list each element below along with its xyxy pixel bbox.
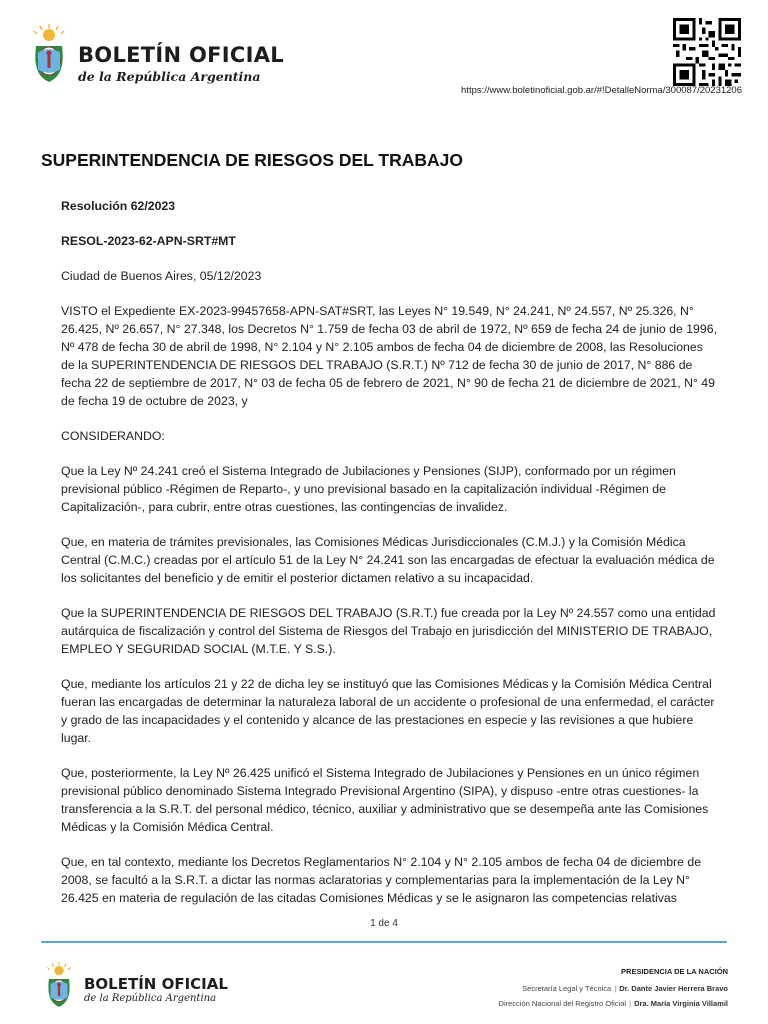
paragraph: Que, mediante los artículos 21 y 22 de dicha ley se instituyó que las Comisiones Médicas y la Comisión Médica Central fueran las encargadas de determinar la naturaleza laboral de un accidente o profesional de una enfermedad, el carácter y grado de las incapacidades y el contenido y alcance de las prestaciones en especie y las revisiones a que hubiere lugar.	[61, 677, 715, 745]
credit-name: Dr. Dante Javier Herrera Bravo	[619, 984, 728, 993]
document-url: https://www.boletinoficial.gob.ar/#!DetalleNorma/300087/20231206	[461, 85, 742, 96]
brand-title: BOLETÍN OFICIAL	[78, 43, 284, 67]
brand	[78, 44, 284, 84]
credit-role: Secretaría Legal y Técnica	[522, 984, 612, 993]
page-number: 1 de 4	[370, 918, 398, 929]
organism-title: SUPERINTENDENCIA DE RIESGOS DEL TRABAJO	[41, 150, 463, 170]
footer-credit-line-1: Secretaría Legal y Técnica | Dr. Dante Javier Herrera Bravo	[522, 984, 728, 993]
argentina-coat-of-arms-icon	[26, 24, 72, 86]
footer-divider	[41, 941, 727, 943]
brand-subtitle: de la República Argentina	[78, 69, 261, 84]
paragraph: Que la SUPERINTENDENCIA DE RIESGOS DEL TRABAJO (S.R.T.) fue creada por la Ley Nº 24.557 como una entidad autárquica de fiscalización y control del Sistema de Riesgos del Trabajo en jurisdicción del MINISTERIO DE TRABAJO, EMPLEO Y SEGURIDAD SOCIAL (M.T.E. Y S.S.).	[61, 606, 716, 656]
qr-code-icon	[673, 18, 741, 86]
footer-credits	[499, 964, 728, 1011]
paragraph-considerando: CONSIDERANDO:	[61, 429, 165, 443]
document-body	[41, 150, 717, 924]
presidency-label: PRESIDENCIA DE LA NACIÓN	[621, 967, 728, 976]
paragraph: Que, en materia de trámites previsionales, las Comisiones Médicas Jurisdiccionales (C.M.J.) y la Comisión Médica Central (C.M.C.) creadas por el artículo 51 de la Ley N° 24.241 son las encargadas de efectuar la evaluación médica de los solicitantes del beneficio y de emitir el posterior dictamen relativo a su incapacidad.	[61, 535, 715, 585]
paragraph: Que, posteriormente, la Ley Nº 26.425 unificó el Sistema Integrado de Jubilaciones y Pensiones en un único régimen previsional público denominado Sistema Integrado Previsional Argentino (SIPA), y dispuso -entre otras cuestiones- la transferencia a la S.R.T. del personal médico, técnico, auxiliar y administrativo que se desempeña ante las Comisiones Médicas y la Comisión Médica Central.	[61, 766, 709, 834]
argentina-coat-of-arms-icon	[41, 962, 77, 1010]
credit-name: Dra. María Virginia Villamil	[634, 999, 728, 1008]
header	[0, 0, 768, 110]
paragraph: Que, en tal contexto, mediante los Decretos Reglamentarios N° 2.104 y N° 2.105 ambos de fecha 04 de diciembre de 2008, se facultó a la S.R.T. a dictar las normas aclaratorias y complementarias para la implementación de la Ley N° 26.425 en materia de regulación de las citadas Comisiones Médicas y se le asignaron las competencias relativas	[61, 855, 702, 905]
footer-credit-line-2: Dirección Nacional del Registro Oficial | Dra. María Virginia Villamil	[498, 999, 728, 1008]
footer-brand-subtitle: de la República Argentina	[84, 993, 217, 1004]
place-date: Ciudad de Buenos Aires, 05/12/2023	[61, 269, 262, 283]
footer-brand	[84, 976, 228, 1004]
paragraph-visto: VISTO el Expediente EX-2023-99457658-APN-SAT#SRT, las Leyes N° 19.549, N° 24.241, Nº 24.557, Nº 25.326, N° 26.425, Nº 26.657, N° 27.348, los Decretos N° 1.759 de fecha 03 de abril de 1972, Nº 659 de fecha 24 de junio de 1996, Nº 478 de fecha 30 de abril de 1998, N° 2.104 y N° 2.105 ambos de fecha 04 de diciembre de 2008, las Resoluciones de la SUPERINTENDENCIA DE RIESGOS DEL TRABAJO (S.R.T.) Nº 712 de fecha 30 de junio de 2017, N° 886 de fecha 22 de septiembre de 2017, N° 03 de fecha 05 de febrero de 2021, N° 90 de fecha 21 de diciembre de 2021, N° 49 de fecha 19 de octubre de 2023, y	[61, 304, 717, 408]
paragraph: Que la Ley Nº 24.241 creó el Sistema Integrado de Jubilaciones y Pensiones (SIJP), conformado por un régimen previsional público -Régimen de Reparto-, y uno previsional basado en la capitalización individual -Régimen de Capitalización-, para cubrir, entre otras cuestiones, las contingencias de invalidez.	[61, 464, 676, 514]
resolution-number: Resolución 62/2023	[61, 199, 176, 213]
credit-role: Dirección Nacional del Registro Oficial	[498, 999, 627, 1008]
resolution-reference: RESOL-2023-62-APN-SRT#MT	[61, 234, 236, 248]
footer-brand-title: BOLETÍN OFICIAL	[84, 975, 228, 993]
